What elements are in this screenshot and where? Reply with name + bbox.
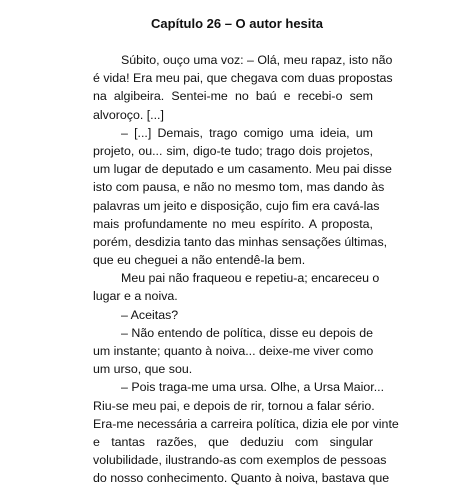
text-line: lugar e a noiva. bbox=[93, 289, 178, 304]
text-line: Riu-se meu pai, e depois de rir, tornou a falar sério. bbox=[93, 398, 375, 413]
text-line: palavras um jeito e disposição, cujo fim era cavá-las bbox=[93, 198, 380, 213]
text-line: que eu cheguei a não entendê-la bem. bbox=[93, 253, 306, 268]
text-line: – Pois traga-me uma ursa. Olhe, a Ursa Maior... bbox=[121, 380, 385, 395]
chapter-title: Capítulo 26 – O autor hesita bbox=[151, 16, 323, 31]
text-line: é vida! Era meu pai, que chegava com duas propostas bbox=[93, 71, 393, 86]
text-line: isto com pausa, e não no mesmo tom, mas dando às bbox=[93, 180, 385, 195]
text-line: porém, desdizia tanto das minhas sensações últimas, bbox=[93, 234, 388, 249]
text-line: na algibeira. Sentei-me no baú e recebi-o sem bbox=[93, 89, 373, 104]
text-line: volubilidade, ilustrando-as com exemplos de pessoas bbox=[93, 453, 387, 468]
text-line: – Aceitas? bbox=[121, 307, 179, 322]
text-line: – Não entendo de política, disse eu depois de bbox=[121, 325, 373, 340]
text-line: Súbito, ouço uma voz: – Olá, meu rapaz, isto não bbox=[121, 53, 393, 67]
text-line: Era-me necessária a carreira política, dizia ele por vinte bbox=[93, 416, 399, 431]
text-line: um instante; quanto à noiva... deixe-me viver como bbox=[93, 344, 374, 358]
text-line: Meu pai não fraqueou e repetiu-a; encareceu o bbox=[121, 271, 380, 286]
text-line: mais profundamente no meu espírito. A proposta, bbox=[93, 216, 373, 231]
chapter-body bbox=[93, 51, 399, 488]
text-line: um urso, que sou. bbox=[93, 362, 193, 377]
text-line: alvoroço. [...] bbox=[93, 107, 164, 122]
text-line: projeto, ou... sim, digo-te tudo; trago dois projetos, bbox=[93, 143, 373, 158]
text-line: – [...] Demais, trago comigo uma ideia, um bbox=[121, 125, 373, 140]
text-line: do nosso conhecimento. Quanto à noiva, bastava que bbox=[93, 471, 390, 486]
text-line: e tantas razões, que deduziu com singular bbox=[93, 434, 373, 449]
text-line: um lugar de deputado e um casamento. Meu pai disse bbox=[93, 162, 392, 177]
